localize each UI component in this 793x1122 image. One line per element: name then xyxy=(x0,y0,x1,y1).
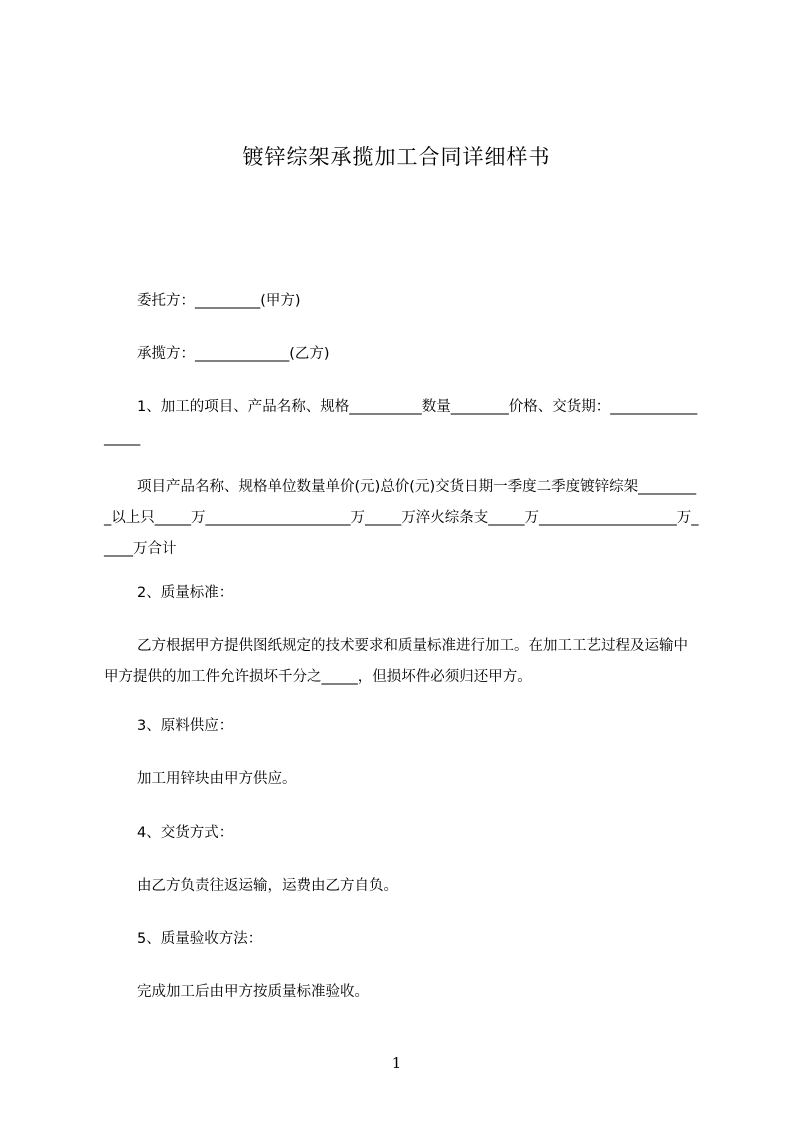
section-3-content: 加工用锌块由甲方供应。 xyxy=(137,771,297,787)
document-title: 镀锌综架承揽加工合同详细样书 xyxy=(242,145,551,169)
section-3-heading: 3、原料供应： xyxy=(137,718,234,734)
section-1-processing-items: 1、加工的项目、产品名称、规格__________数量________价格、交货期：_________________ xyxy=(104,399,698,446)
product-table-text: 项目产品名称、规格单位数量单价(元)总价(元)交货日期一季度二季度镀锌综架_________以上只_____万____________________万_____万淬火综条支_____万___________________万_____万合计 xyxy=(104,479,699,557)
section-5-content: 完成加工后由甲方按质量标准验收。 xyxy=(137,984,369,1000)
section-5-heading: 5、质量验收方法： xyxy=(137,931,263,947)
section-4-content: 由乙方负责往返运输，运费由乙方自负。 xyxy=(137,878,398,894)
section-2-content: 乙方根据甲方提供图纸规定的技术要求和质量标准进行加工。在加工工艺过程及运输中甲方提供的加工件允许损坏千分之_____，但损坏件必须归还甲方。 xyxy=(104,638,688,685)
client-party-line: 委托方：_________(甲方) xyxy=(137,293,301,309)
contractor-party-line: 承揽方：_____________(乙方) xyxy=(137,346,330,362)
page-number: 1 xyxy=(391,1054,402,1072)
section-4-heading: 4、交货方式： xyxy=(137,825,234,841)
section-2-heading: 2、质量标准： xyxy=(137,585,234,601)
